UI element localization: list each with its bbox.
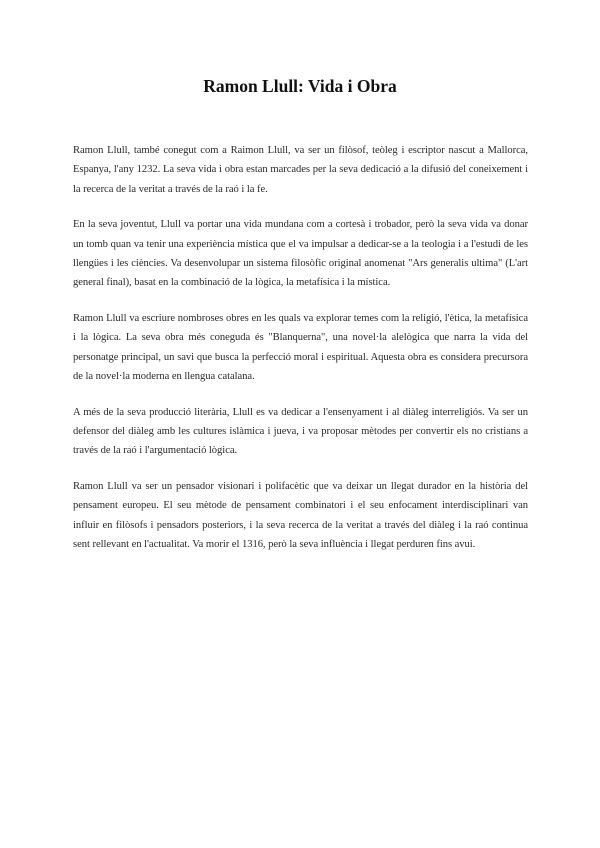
paragraph-works: Ramon Llull va escriure nombroses obres en les quals va explorar temes com la religió, l'ètica, la metafísica i la lògica. La seva obra més coneguda és "Blanquerna", una novel·la alelògica que narra la vida del personatge principal, un savi que busca la perfecció moral i espiritual. Aquesta obra es considera precursora de la novel·la moderna en llengua catalana. — [73, 313, 528, 382]
paragraph-youth: En la seva joventut, Llull va portar una vida mundana com a cortesà i trobador, però la seva vida va donar un tomb quan va tenir una experiència mística que el va impulsar a dedicar-se a la teologia i a l'estudi de les llengües i les ciències. Va desenvolupar un sistema filosòfic original anomenat "Ars generalis ultima" (L'art general final), basat en la combinació de la lògica, la metafísica i la mística. — [73, 219, 528, 289]
paragraph-legacy: Ramon Llull va ser un pensador visionari i polifacètic que va deixar un llegat durador en la història del pensament europeu. El seu mètode de pensament combinatori i el seu enfocament interdisciplinari van influir en filòsofs i pensadors posteriors, i la seva recerca de la veritat a través del diàleg i la raó continua sent rellevant en l'actualitat. Va morir el 1316, però la seva influència i llegat perduren fins avui. — [73, 481, 528, 551]
paragraph-teaching: A més de la seva producció literària, Llull es va dedicar a l'ensenyament i al diàleg interreligiós. Va ser un defensor del diàleg amb les cultures islàmica i jueva, i va proposar mètodes per convertir els no cristians a través de la raó i l'argumentació lògica. — [73, 406, 528, 457]
page-title: Ramon Llull: Vida i Obra — [203, 76, 397, 96]
paragraph-intro: Ramon Llull, també conegut com a Raimon Llull, va ser un filòsof, teòleg i escriptor nascut a Mallorca, Espanya, l'any 1232. La seva vida i obra estan marcades per la seva dedicació a la difusió del coneixement i la recerca de la veritat a través de la raó i la fe. — [73, 145, 528, 195]
document-body — [73, 141, 528, 571]
